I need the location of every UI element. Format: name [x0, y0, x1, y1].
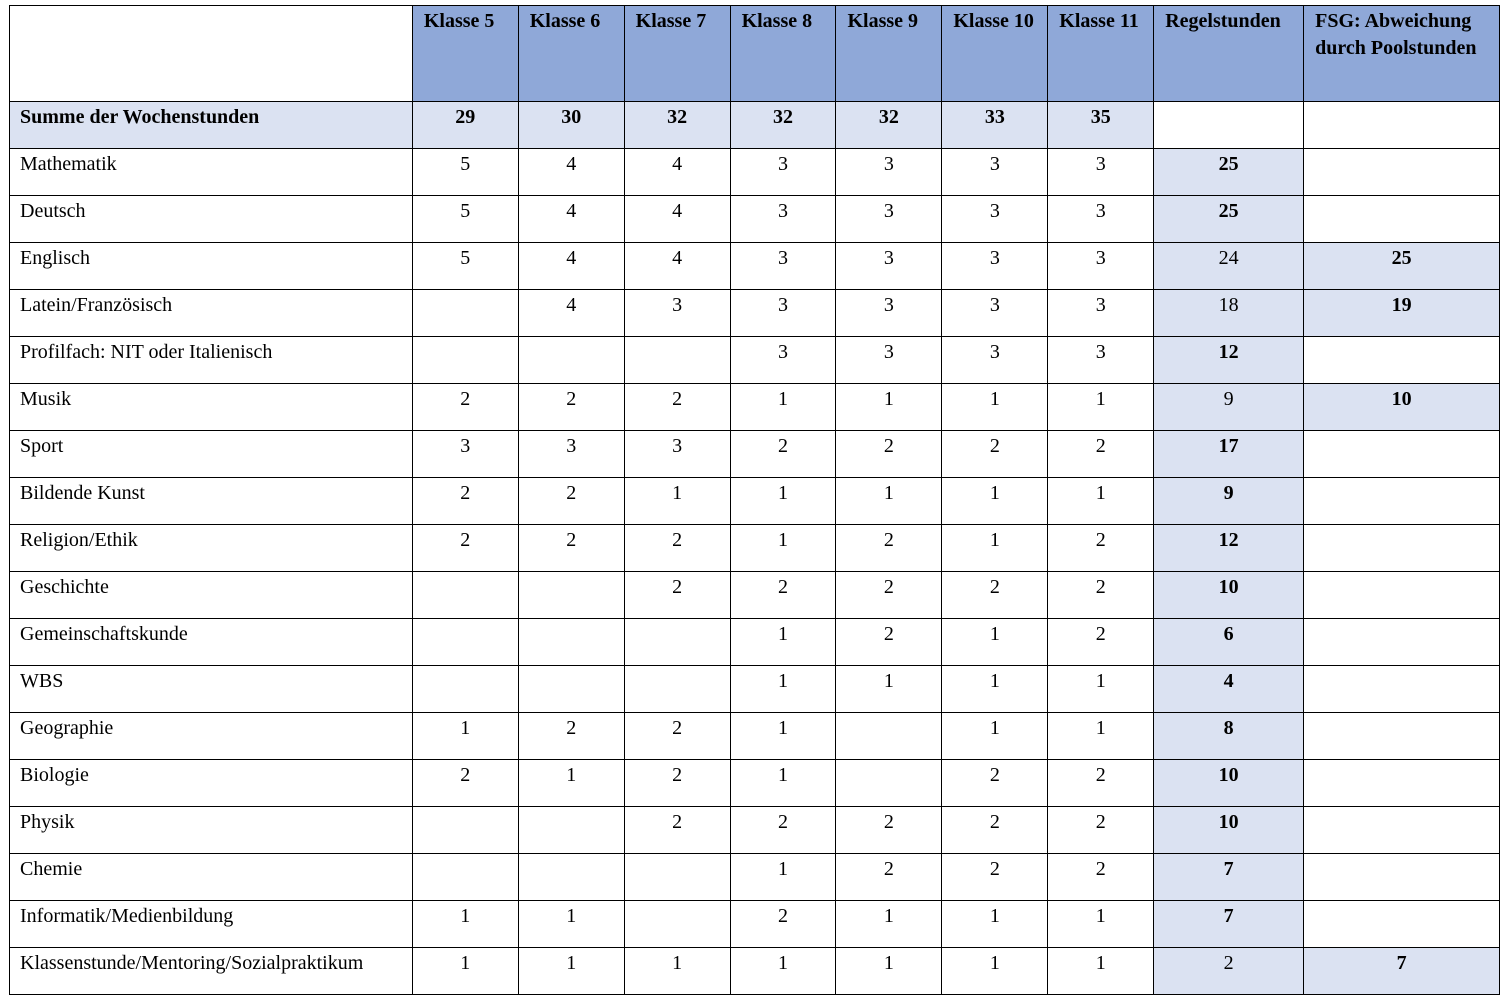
table-row: [10, 149, 1500, 196]
klasse-7-hours-cell: 2: [624, 384, 730, 431]
klasse-5-hours-cell: 3: [412, 431, 518, 478]
klasse-10-hours-cell: 1: [942, 948, 1048, 995]
klasse-11-hours-cell: 1: [1048, 478, 1154, 525]
klasse-11-hours-cell: 1: [1048, 384, 1154, 431]
subject-cell: WBS: [10, 666, 413, 713]
klasse-6-hours-cell: 2: [518, 525, 624, 572]
klasse-10-hours-cell: 3: [942, 243, 1048, 290]
klasse-7-hours-cell: [624, 901, 730, 948]
table-row: [10, 243, 1500, 290]
klasse-6-hours-cell: 4: [518, 290, 624, 337]
klasse-9-hours-cell: 1: [836, 901, 942, 948]
fsg-abweichung-cell: [1304, 619, 1500, 666]
table-row: [10, 666, 1500, 713]
klasse-10-hours-cell: 3: [942, 149, 1048, 196]
fsg-abweichung-cell: [1304, 666, 1500, 713]
fsg-abweichung-cell: [1304, 901, 1500, 948]
klasse-8-hours-cell: 1: [730, 478, 836, 525]
fsg-abweichung-cell: [1304, 713, 1500, 760]
klasse-9-hours-cell: 3: [836, 196, 942, 243]
klasse-8-hours-cell: 1: [730, 948, 836, 995]
klasse-5-hours-cell: 2: [412, 384, 518, 431]
summary-label: Summe der Wochenstunden: [10, 102, 413, 149]
klasse-6-hours-cell: 1: [518, 901, 624, 948]
klasse-10-hours-cell: 2: [942, 807, 1048, 854]
klasse-11-hours-cell: 1: [1048, 666, 1154, 713]
regelstunden-cell: 12: [1154, 337, 1304, 384]
klasse-6-hours-cell: 2: [518, 478, 624, 525]
regelstunden-cell: 2: [1154, 948, 1304, 995]
subject-cell: Mathematik: [10, 149, 413, 196]
klasse-5-hours-cell: [412, 619, 518, 666]
regelstunden-cell: 9: [1154, 384, 1304, 431]
klasse-5-hours-cell: 1: [412, 713, 518, 760]
klasse-10-hours-cell: 2: [942, 760, 1048, 807]
subject-cell: Klassenstunde/Mentoring/Sozialpraktikum: [10, 948, 413, 995]
klasse-9-hours-cell: 2: [836, 572, 942, 619]
klasse-9-hours-cell: 2: [836, 854, 942, 901]
klasse-9-hours-cell: 3: [836, 337, 942, 384]
table-row: [10, 901, 1500, 948]
klasse-10-hours-cell: 1: [942, 666, 1048, 713]
klasse-9-hours-cell: 1: [836, 666, 942, 713]
fsg-abweichung-cell: [1304, 760, 1500, 807]
klasse-11-hours-cell: 3: [1048, 196, 1154, 243]
header-klasse-6: Klasse 6: [518, 6, 624, 102]
klasse-11-hours-cell: 2: [1048, 619, 1154, 666]
klasse-10-hours-cell: 1: [942, 619, 1048, 666]
subject-cell: Englisch: [10, 243, 413, 290]
klasse-11-hours-cell: 2: [1048, 854, 1154, 901]
klasse-10-hours-cell: 3: [942, 337, 1048, 384]
fsg-abweichung-cell: [1304, 807, 1500, 854]
summary-value: 32: [836, 102, 942, 149]
klasse-11-hours-cell: 2: [1048, 572, 1154, 619]
header-klasse-5: Klasse 5: [412, 6, 518, 102]
klasse-6-hours-cell: 2: [518, 384, 624, 431]
fsg-abweichung-cell: 7: [1304, 948, 1500, 995]
header-klasse-8: Klasse 8: [730, 6, 836, 102]
klasse-7-hours-cell: 3: [624, 290, 730, 337]
header-regelstunden: Regelstunden: [1154, 6, 1304, 102]
subject-cell: Profilfach: NIT oder Italienisch: [10, 337, 413, 384]
regelstunden-cell: 7: [1154, 854, 1304, 901]
klasse-7-hours-cell: 1: [624, 478, 730, 525]
klasse-9-hours-cell: [836, 713, 942, 760]
klasse-6-hours-cell: 1: [518, 760, 624, 807]
summary-value: 35: [1048, 102, 1154, 149]
klasse-9-hours-cell: 3: [836, 149, 942, 196]
klasse-8-hours-cell: 3: [730, 196, 836, 243]
header-klasse-7: Klasse 7: [624, 6, 730, 102]
klasse-11-hours-cell: 3: [1048, 243, 1154, 290]
klasse-9-hours-cell: 2: [836, 525, 942, 572]
fsg-abweichung-cell: [1304, 431, 1500, 478]
regelstunden-cell: 12: [1154, 525, 1304, 572]
klasse-7-hours-cell: 2: [624, 525, 730, 572]
header-klasse-10: Klasse 10: [942, 6, 1048, 102]
subject-cell: Sport: [10, 431, 413, 478]
klasse-7-hours-cell: 4: [624, 196, 730, 243]
header-klasse-11: Klasse 11: [1048, 6, 1154, 102]
klasse-8-hours-cell: 1: [730, 713, 836, 760]
summary-value: 32: [730, 102, 836, 149]
fsg-abweichung-cell: [1304, 196, 1500, 243]
regelstunden-cell: 9: [1154, 478, 1304, 525]
table-row: [10, 619, 1500, 666]
subject-cell: Biologie: [10, 760, 413, 807]
regelstunden-cell: 4: [1154, 666, 1304, 713]
regelstunden-cell: 17: [1154, 431, 1304, 478]
subject-cell: Gemeinschaftskunde: [10, 619, 413, 666]
table-row: [10, 948, 1500, 995]
klasse-6-hours-cell: 1: [518, 948, 624, 995]
klasse-10-hours-cell: 1: [942, 713, 1048, 760]
klasse-7-hours-cell: 2: [624, 807, 730, 854]
table-row: [10, 760, 1500, 807]
klasse-7-hours-cell: [624, 337, 730, 384]
klasse-6-hours-cell: [518, 854, 624, 901]
regelstunden-cell: 7: [1154, 901, 1304, 948]
regelstunden-cell: 25: [1154, 196, 1304, 243]
klasse-11-hours-cell: 1: [1048, 948, 1154, 995]
table-row: [10, 854, 1500, 901]
fsg-abweichung-cell: [1304, 525, 1500, 572]
klasse-7-hours-cell: [624, 666, 730, 713]
klasse-11-hours-cell: 1: [1048, 713, 1154, 760]
regelstunden-cell: 10: [1154, 807, 1304, 854]
fsg-abweichung-cell: [1304, 337, 1500, 384]
klasse-5-hours-cell: [412, 290, 518, 337]
table-row: [10, 431, 1500, 478]
klasse-6-hours-cell: 3: [518, 431, 624, 478]
header-row: [10, 6, 1500, 102]
table-row: [10, 478, 1500, 525]
regelstunden-cell: 24: [1154, 243, 1304, 290]
klasse-7-hours-cell: 2: [624, 572, 730, 619]
klasse-9-hours-cell: 2: [836, 619, 942, 666]
subject-cell: Musik: [10, 384, 413, 431]
klasse-8-hours-cell: 3: [730, 149, 836, 196]
klasse-8-hours-cell: 3: [730, 243, 836, 290]
subject-cell: Geschichte: [10, 572, 413, 619]
regelstunden-cell: 6: [1154, 619, 1304, 666]
fsg-abweichung-cell: 10: [1304, 384, 1500, 431]
summary-regelstunden: [1154, 102, 1304, 149]
klasse-7-hours-cell: 3: [624, 431, 730, 478]
fsg-abweichung-cell: 25: [1304, 243, 1500, 290]
regelstunden-cell: 10: [1154, 572, 1304, 619]
subject-cell: Latein/Französisch: [10, 290, 413, 337]
klasse-11-hours-cell: 3: [1048, 337, 1154, 384]
klasse-11-hours-cell: 3: [1048, 290, 1154, 337]
summary-value: 29: [412, 102, 518, 149]
klasse-10-hours-cell: 1: [942, 901, 1048, 948]
regelstunden-cell: 8: [1154, 713, 1304, 760]
klasse-8-hours-cell: 3: [730, 337, 836, 384]
klasse-10-hours-cell: 2: [942, 572, 1048, 619]
fsg-abweichung-cell: [1304, 854, 1500, 901]
table-row: [10, 337, 1500, 384]
fsg-abweichung-cell: [1304, 149, 1500, 196]
klasse-7-hours-cell: 2: [624, 713, 730, 760]
klasse-10-hours-cell: 3: [942, 290, 1048, 337]
summary-row: [10, 102, 1500, 149]
klasse-9-hours-cell: 2: [836, 807, 942, 854]
klasse-5-hours-cell: [412, 337, 518, 384]
klasse-11-hours-cell: 2: [1048, 525, 1154, 572]
header-corner-cell: [10, 6, 413, 102]
klasse-5-hours-cell: 5: [412, 243, 518, 290]
summary-value: 32: [624, 102, 730, 149]
klasse-6-hours-cell: [518, 337, 624, 384]
klasse-9-hours-cell: 3: [836, 290, 942, 337]
fsg-abweichung-cell: [1304, 478, 1500, 525]
klasse-9-hours-cell: 1: [836, 478, 942, 525]
klasse-11-hours-cell: 2: [1048, 431, 1154, 478]
klasse-9-hours-cell: 3: [836, 243, 942, 290]
klasse-5-hours-cell: [412, 666, 518, 713]
subject-cell: Bildende Kunst: [10, 478, 413, 525]
klasse-9-hours-cell: [836, 760, 942, 807]
summary-fsg: [1304, 102, 1500, 149]
klasse-11-hours-cell: 1: [1048, 901, 1154, 948]
regelstunden-cell: 10: [1154, 760, 1304, 807]
klasse-7-hours-cell: 2: [624, 760, 730, 807]
klasse-5-hours-cell: [412, 572, 518, 619]
klasse-6-hours-cell: 4: [518, 149, 624, 196]
summary-value: 30: [518, 102, 624, 149]
klasse-11-hours-cell: 2: [1048, 807, 1154, 854]
stundentafel-table: [9, 5, 1500, 995]
table-row: [10, 572, 1500, 619]
klasse-5-hours-cell: 2: [412, 525, 518, 572]
klasse-8-hours-cell: 3: [730, 290, 836, 337]
regelstunden-cell: 25: [1154, 149, 1304, 196]
klasse-5-hours-cell: 1: [412, 901, 518, 948]
klasse-9-hours-cell: 2: [836, 431, 942, 478]
subject-cell: Physik: [10, 807, 413, 854]
subject-cell: Religion/Ethik: [10, 525, 413, 572]
klasse-8-hours-cell: 1: [730, 619, 836, 666]
klasse-10-hours-cell: 3: [942, 196, 1048, 243]
klasse-5-hours-cell: 2: [412, 478, 518, 525]
table-row: [10, 807, 1500, 854]
klasse-10-hours-cell: 1: [942, 384, 1048, 431]
klasse-11-hours-cell: 3: [1048, 149, 1154, 196]
klasse-10-hours-cell: 2: [942, 431, 1048, 478]
klasse-8-hours-cell: 2: [730, 901, 836, 948]
klasse-7-hours-cell: 4: [624, 243, 730, 290]
klasse-6-hours-cell: [518, 666, 624, 713]
header-klasse-9: Klasse 9: [836, 6, 942, 102]
klasse-5-hours-cell: 5: [412, 149, 518, 196]
klasse-10-hours-cell: 1: [942, 525, 1048, 572]
klasse-6-hours-cell: 4: [518, 243, 624, 290]
klasse-7-hours-cell: [624, 854, 730, 901]
klasse-6-hours-cell: 4: [518, 196, 624, 243]
klasse-10-hours-cell: 1: [942, 478, 1048, 525]
klasse-6-hours-cell: [518, 572, 624, 619]
klasse-8-hours-cell: 1: [730, 525, 836, 572]
klasse-5-hours-cell: 5: [412, 196, 518, 243]
klasse-5-hours-cell: 1: [412, 948, 518, 995]
klasse-6-hours-cell: [518, 619, 624, 666]
klasse-10-hours-cell: 2: [942, 854, 1048, 901]
header-fsg-abweichung: FSG: Abweichung durch Poolstunden: [1304, 6, 1500, 102]
klasse-5-hours-cell: 2: [412, 760, 518, 807]
subject-cell: Informatik/Medienbildung: [10, 901, 413, 948]
klasse-6-hours-cell: 2: [518, 713, 624, 760]
fsg-abweichung-cell: [1304, 572, 1500, 619]
fsg-abweichung-cell: 19: [1304, 290, 1500, 337]
klasse-8-hours-cell: 2: [730, 807, 836, 854]
klasse-8-hours-cell: 2: [730, 431, 836, 478]
table-row: [10, 384, 1500, 431]
klasse-8-hours-cell: 1: [730, 384, 836, 431]
klasse-8-hours-cell: 1: [730, 854, 836, 901]
klasse-8-hours-cell: 2: [730, 572, 836, 619]
klasse-8-hours-cell: 1: [730, 666, 836, 713]
klasse-5-hours-cell: [412, 807, 518, 854]
klasse-7-hours-cell: [624, 619, 730, 666]
klasse-11-hours-cell: 2: [1048, 760, 1154, 807]
subject-cell: Geographie: [10, 713, 413, 760]
klasse-9-hours-cell: 1: [836, 948, 942, 995]
klasse-8-hours-cell: 1: [730, 760, 836, 807]
klasse-6-hours-cell: [518, 807, 624, 854]
subject-cell: Chemie: [10, 854, 413, 901]
table-row: [10, 196, 1500, 243]
table-row: [10, 713, 1500, 760]
table-row: [10, 525, 1500, 572]
regelstunden-cell: 18: [1154, 290, 1304, 337]
klasse-9-hours-cell: 1: [836, 384, 942, 431]
subject-cell: Deutsch: [10, 196, 413, 243]
table-row: [10, 290, 1500, 337]
klasse-5-hours-cell: [412, 854, 518, 901]
klasse-7-hours-cell: 4: [624, 149, 730, 196]
summary-value: 33: [942, 102, 1048, 149]
klasse-7-hours-cell: 1: [624, 948, 730, 995]
